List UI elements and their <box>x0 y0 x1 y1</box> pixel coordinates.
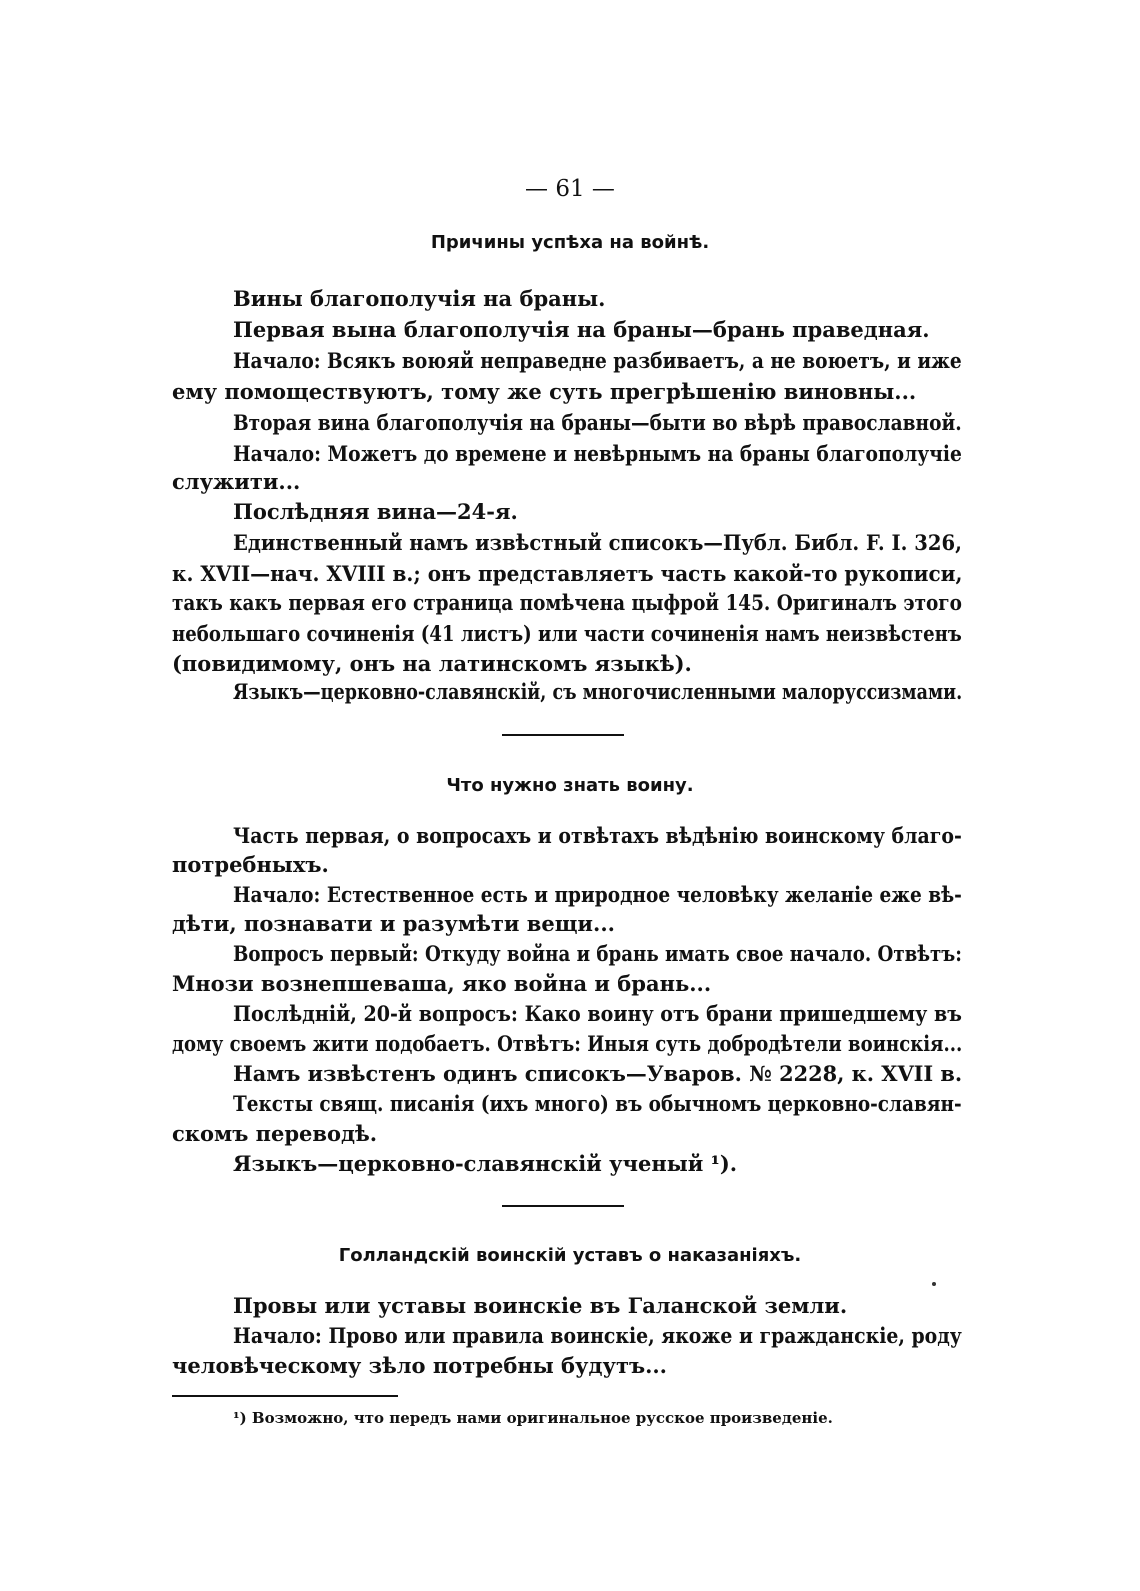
text-line: Начало: Естественное есть и природное человѣку желаніе еже вѣ- <box>233 882 962 907</box>
text-line: небольшаго сочиненія (41 листъ) или части сочиненія намъ неизвѣстенъ <box>172 621 962 646</box>
text-line: к. XVII—нач. XVIII в.; онъ представляетъ часть какой-то рукописи, <box>172 561 963 586</box>
section-heading-2: Что нужно знать воину. <box>446 775 694 796</box>
text-line: такъ какъ первая его страница помѣчена цыфрой 145. Оригиналъ этого <box>172 590 962 615</box>
text-line: потребныхъ. <box>172 852 329 877</box>
section-heading-1: Причины успѣха на войнѣ. <box>430 232 710 253</box>
text-line: скомъ переводѣ. <box>172 1121 378 1146</box>
text-line: (повидимому, онъ на латинскомъ языкѣ). <box>172 651 692 676</box>
text-line: Начало: Всякъ воюяй неправедне разбиваетъ, а не воюетъ, и иже <box>233 348 962 373</box>
text-line: Начало: Прово или правила воинскіе, якоже и гражданскіе, роду <box>233 1323 962 1348</box>
text-line: Начало: Можетъ до времене и невѣрнымъ на браны благополучіе <box>233 441 962 466</box>
page-number: — 61 — <box>525 176 615 202</box>
text-line: Единственный намъ извѣстный списокъ—Публ. Библ. F. I. 326, <box>233 530 962 555</box>
text-line: Языкъ—церковно-славянскій, съ многочисленными малоруссизмами. <box>233 679 963 704</box>
text-line: Послѣдняя вина—24-я. <box>233 499 518 524</box>
text-line: Намъ извѣстенъ одинъ списокъ—Уваров. № 2228, к. XVII в. <box>233 1061 963 1086</box>
section-divider <box>502 734 624 736</box>
text-line: человѣческому зѣло потребны будутъ... <box>172 1353 667 1378</box>
text-line: Вторая вина благополучія на браны—быти во вѣрѣ православной. <box>233 410 962 435</box>
text-line: дѣти, познавати и разумѣти вещи... <box>172 911 615 936</box>
text-line: ему помоществуютъ, тому же суть прегрѣшенію виновны... <box>172 379 917 404</box>
text-line: Послѣдній, 20-й вопросъ: Како воину отъ брани пришедшему въ <box>233 1001 962 1026</box>
text-line: Языкъ—церковно-славянскій ученый ¹). <box>233 1151 738 1176</box>
print-speck <box>932 1282 936 1286</box>
text-line: Первая вына благополучія на браны—брань праведная. <box>233 317 930 342</box>
text-line: Мнози вознепшеваша, яко война и брань... <box>172 971 712 996</box>
section-heading-3: Голландскій воинскій уставъ о наказаніяхъ. <box>338 1245 802 1266</box>
text-line: служити... <box>172 469 301 494</box>
footnote: ¹) Возможно, что передъ нами оригинальное русское произведеніе. <box>233 1409 833 1427</box>
footnote-separator <box>172 1395 398 1397</box>
text-line: Часть первая, о вопросахъ и отвѣтахъ вѣдѣнію воинскому благо- <box>233 823 962 848</box>
text-line: Вопросъ первый: Откуду война и брань имать свое начало. Отвѣтъ: <box>233 941 962 966</box>
text-line: Вины благополучія на браны. <box>233 286 606 311</box>
text-line: Тексты свящ. писанія (ихъ много) въ обычномъ церковно-славян- <box>233 1091 962 1116</box>
text-line: дому своемъ жити подобаетъ. Отвѣтъ: Иныя суть добродѣтели воинскія... <box>172 1031 963 1056</box>
section-divider <box>502 1205 624 1207</box>
text-line: Провы или уставы воинскіе въ Галанской земли. <box>233 1293 848 1318</box>
